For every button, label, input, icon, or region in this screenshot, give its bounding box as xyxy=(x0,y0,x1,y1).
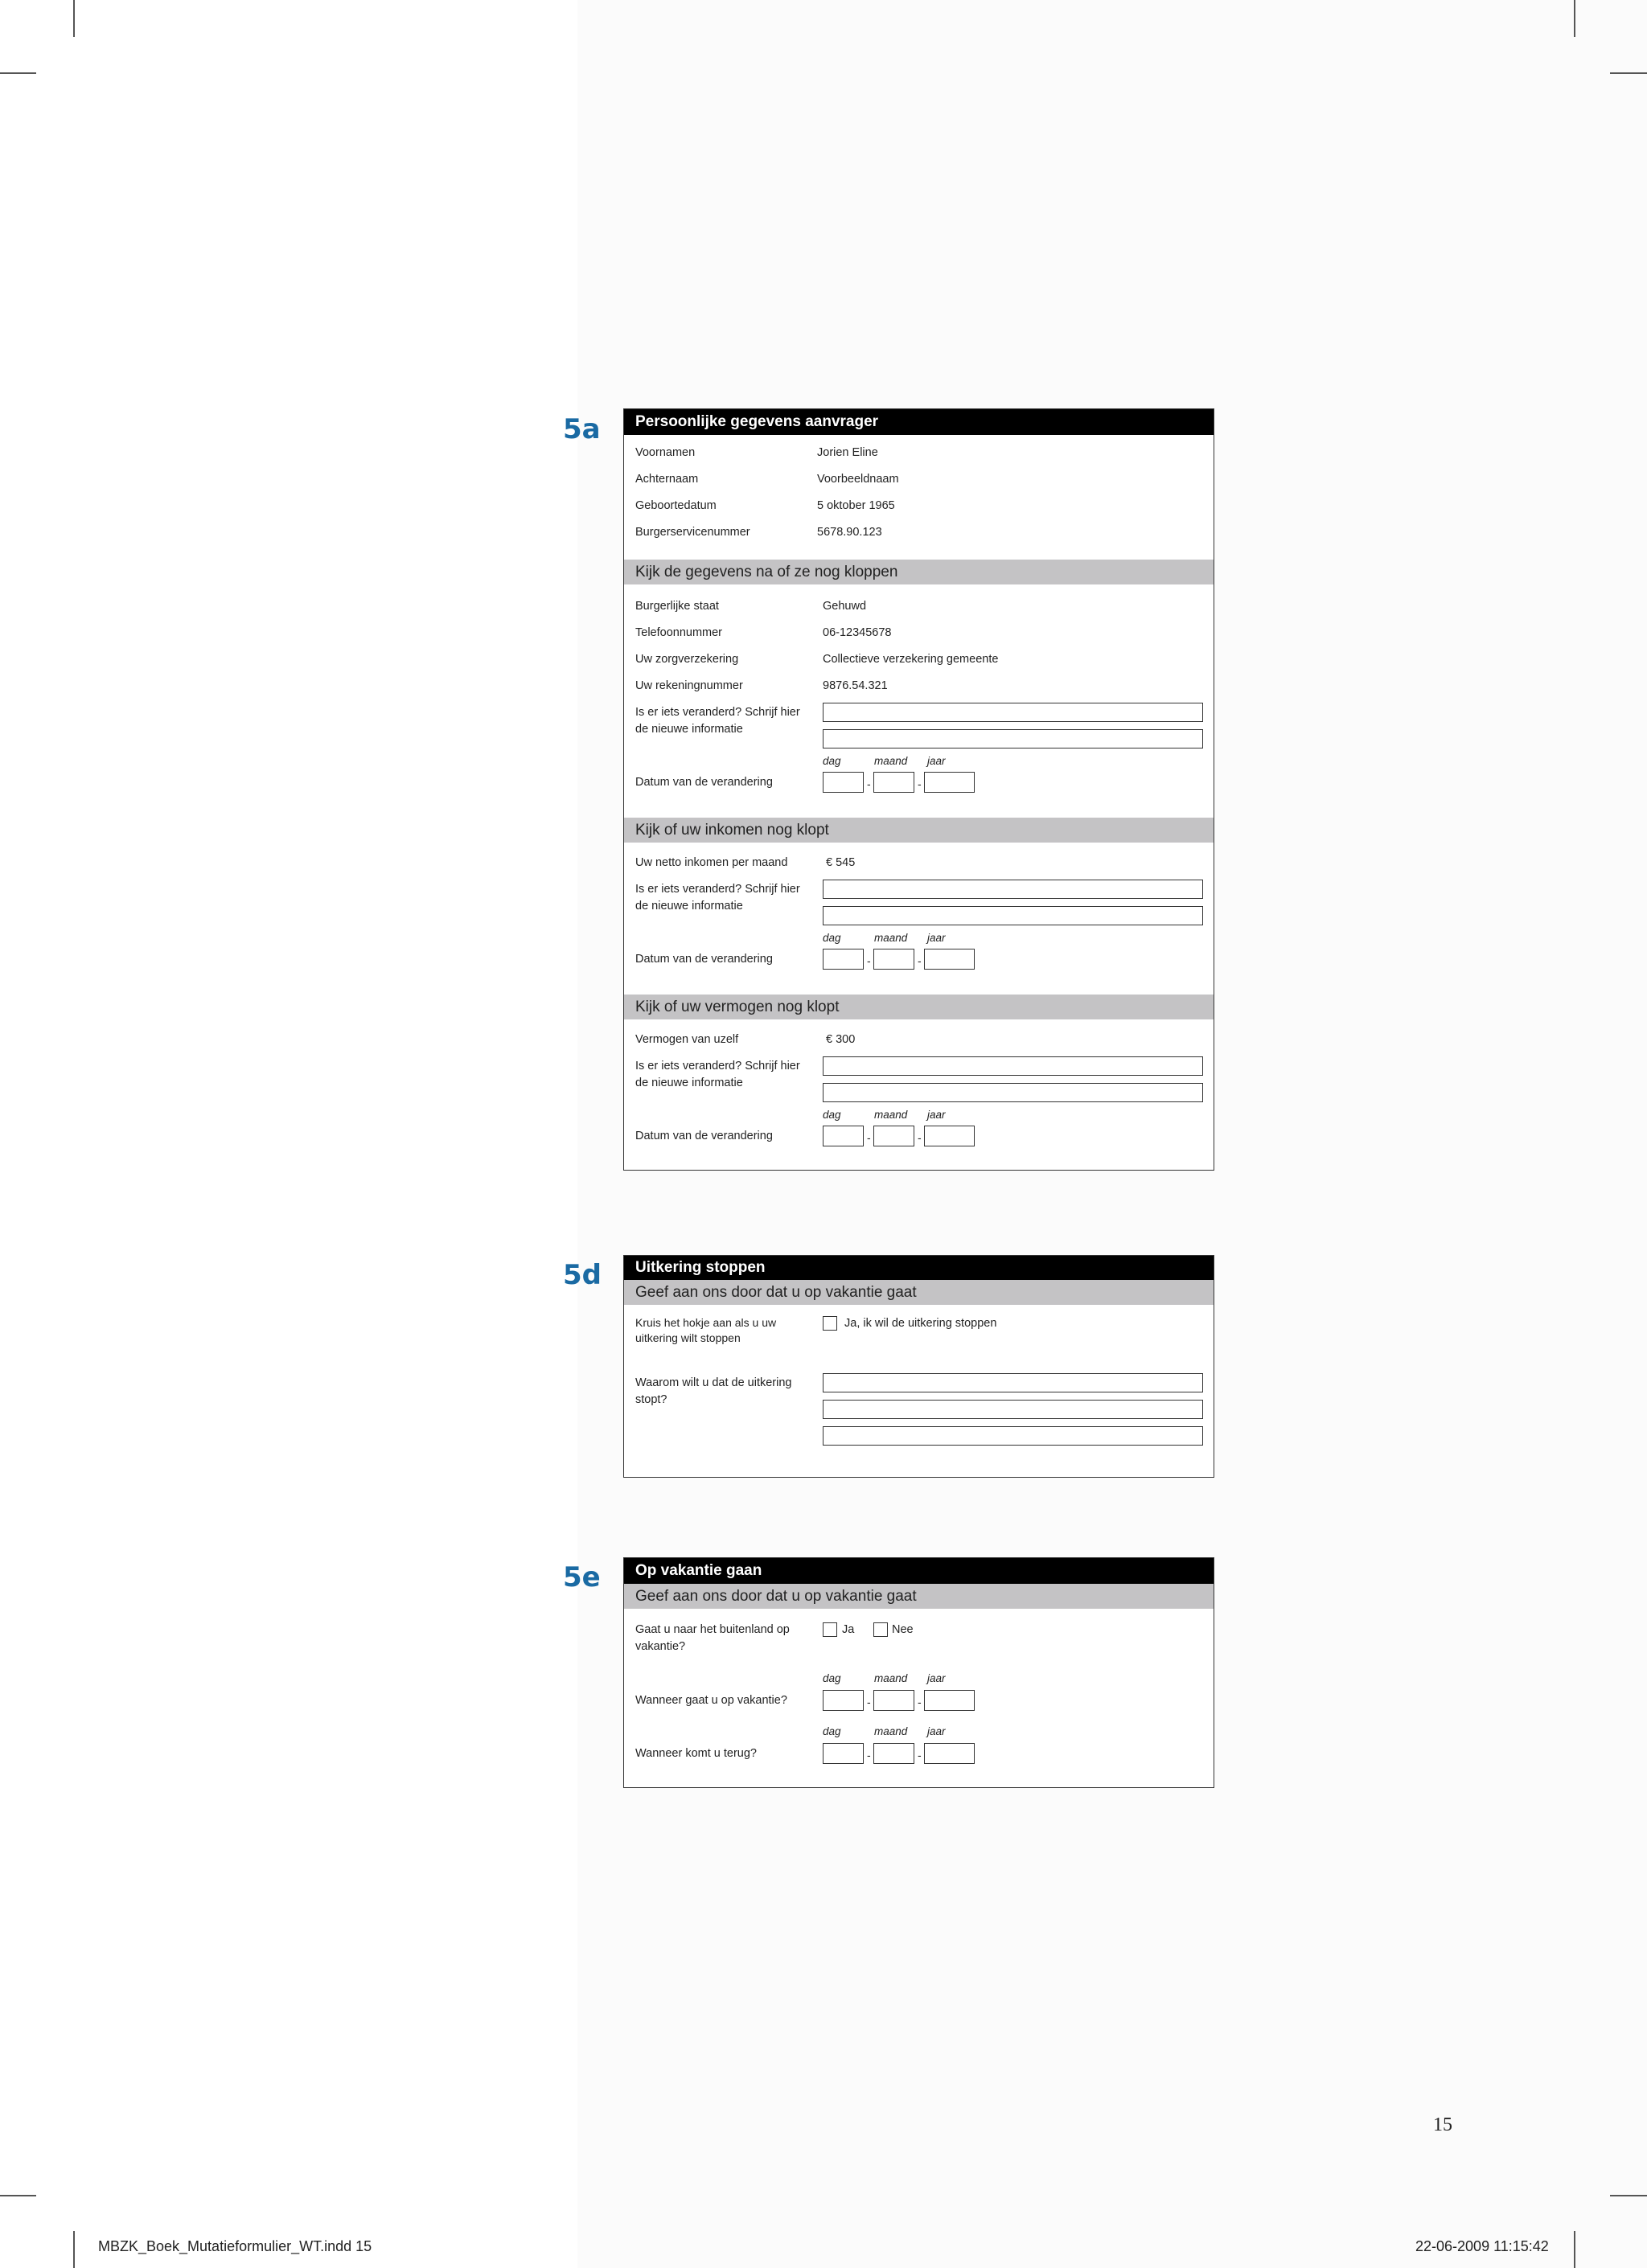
section-number-5e: 5e xyxy=(563,1561,601,1593)
income-change-input-1[interactable] xyxy=(823,880,1203,899)
leave-date-label: Wanneer gaat u op vakantie? xyxy=(635,1694,787,1707)
reason-label-line2: stopt? xyxy=(635,1393,667,1406)
value-geboortedatum: 5 oktober 1965 xyxy=(817,499,895,512)
vacation-rows xyxy=(624,1609,1214,1786)
date-year-input[interactable] xyxy=(924,772,975,793)
label-voornamen: Voornamen xyxy=(635,446,696,459)
label-burgerservicenummer: Burgerservicenummer xyxy=(635,526,750,539)
assets-change-input-2[interactable] xyxy=(823,1083,1203,1102)
label-netto-inkomen: Uw netto inkomen per maand xyxy=(635,856,788,869)
section-number-5a: 5a xyxy=(563,413,601,445)
section-5a-personal-data xyxy=(623,408,1214,1171)
value-burgerlijke-staat: Gehuwd xyxy=(823,600,867,613)
date-separator: - xyxy=(867,1749,871,1761)
footer-filename: MBZK_Boek_Mutatieformulier_WT.indd 15 xyxy=(98,2238,372,2254)
date-year-caption: jaar xyxy=(927,1725,946,1737)
section-5d-subtitle: Geef aan ons door dat u op vakantie gaat xyxy=(624,1280,1214,1305)
leave-day-input[interactable] xyxy=(823,1690,864,1711)
abroad-no-checkbox[interactable] xyxy=(873,1622,888,1637)
date-change-label: Datum van de verandering xyxy=(635,776,773,789)
label-geboortedatum: Geboortedatum xyxy=(635,499,717,512)
value-rekeningnummer: 9876.54.321 xyxy=(823,679,888,692)
date-month-caption: maand xyxy=(874,1672,908,1684)
date-day-input[interactable] xyxy=(823,1126,864,1146)
income-rows xyxy=(624,843,1214,995)
date-day-input[interactable] xyxy=(823,772,864,793)
change-input-1[interactable] xyxy=(823,703,1203,722)
date-separator: - xyxy=(918,1749,922,1761)
section-5e-subtitle: Geef aan ons door dat u op vakantie gaat xyxy=(624,1584,1214,1609)
leave-year-input[interactable] xyxy=(924,1690,975,1711)
personal-rows xyxy=(624,435,1214,560)
change-label-line1: Is er iets veranderd? Schrijf hier xyxy=(635,1060,800,1072)
date-separator: - xyxy=(867,777,871,790)
change-label-line1: Is er iets veranderd? Schrijf hier xyxy=(635,883,800,896)
crop-mark xyxy=(73,2231,75,2268)
abroad-yes-checkbox[interactable] xyxy=(823,1622,837,1637)
check-data-title: Kijk de gegevens na of ze nog kloppen xyxy=(624,560,1214,584)
label-vermogen: Vermogen van uzelf xyxy=(635,1033,739,1046)
footer-timestamp: 22-06-2009 11:15:42 xyxy=(1415,2238,1549,2254)
date-month-caption: maand xyxy=(874,1725,908,1737)
change-label-line2: de nieuwe informatie xyxy=(635,723,743,736)
date-month-input[interactable] xyxy=(873,772,914,793)
change-label-line2: de nieuwe informatie xyxy=(635,900,743,913)
stop-benefit-option: Ja, ik wil de uitkering stoppen xyxy=(844,1317,997,1330)
date-change-label: Datum van de verandering xyxy=(635,1130,773,1142)
income-change-input-2[interactable] xyxy=(823,906,1203,925)
date-separator: - xyxy=(867,1696,871,1708)
crop-mark xyxy=(0,2195,36,2196)
date-separator: - xyxy=(867,1131,871,1144)
date-month-caption: maand xyxy=(874,755,908,767)
stop-benefit-checkbox[interactable] xyxy=(823,1316,837,1331)
date-day-input[interactable] xyxy=(823,949,864,970)
label-telefoonnummer: Telefoonnummer xyxy=(635,626,722,639)
date-year-caption: jaar xyxy=(927,932,946,944)
date-day-caption: dag xyxy=(823,1672,841,1684)
date-year-caption: jaar xyxy=(927,755,946,767)
date-day-caption: dag xyxy=(823,755,841,767)
section-number-5d: 5d xyxy=(563,1259,602,1291)
assets-rows xyxy=(624,1019,1214,1168)
abroad-no-label: Nee xyxy=(892,1623,914,1636)
return-day-input[interactable] xyxy=(823,1743,864,1764)
crop-mark xyxy=(1574,0,1575,37)
date-month-input[interactable] xyxy=(873,1126,914,1146)
reason-input-1[interactable] xyxy=(823,1373,1203,1392)
reason-input-2[interactable] xyxy=(823,1400,1203,1419)
date-day-caption: dag xyxy=(823,1109,841,1121)
value-telefoonnummer: 06-12345678 xyxy=(823,626,892,639)
change-label-line2: de nieuwe informatie xyxy=(635,1077,743,1089)
return-date-label: Wanneer komt u terug? xyxy=(635,1747,757,1760)
assets-title: Kijk of uw vermogen nog klopt xyxy=(624,995,1214,1019)
date-change-label: Datum van de verandering xyxy=(635,953,773,966)
label-rekeningnummer: Uw rekeningnummer xyxy=(635,679,743,692)
stop-benefit-rows xyxy=(624,1305,1214,1474)
section-5d-stop-benefit xyxy=(623,1255,1214,1478)
value-zorgverzekering: Collectieve verzekering gemeente xyxy=(823,653,999,666)
assets-change-input-1[interactable] xyxy=(823,1056,1203,1076)
value-burgerservicenummer: 5678.90.123 xyxy=(817,526,882,539)
value-vermogen: € 300 xyxy=(826,1033,856,1046)
date-separator: - xyxy=(918,954,922,967)
check-label-line2: uitkering wilt stoppen xyxy=(635,1331,741,1344)
reason-label-line1: Waarom wilt u dat de uitkering xyxy=(635,1376,792,1389)
value-achternaam: Voorbeeldnaam xyxy=(817,473,899,486)
return-month-input[interactable] xyxy=(873,1743,914,1764)
check-data-rows xyxy=(624,584,1214,818)
date-separator: - xyxy=(918,1696,922,1708)
return-year-input[interactable] xyxy=(924,1743,975,1764)
crop-mark xyxy=(1610,2195,1647,2196)
section-5e-title: Op vakantie gaan xyxy=(624,1558,1214,1584)
section-5e-vacation xyxy=(623,1557,1214,1788)
label-zorgverzekering: Uw zorgverzekering xyxy=(635,653,739,666)
value-netto-inkomen: € 545 xyxy=(826,856,856,869)
page-number: 15 xyxy=(1433,2114,1452,2135)
label-achternaam: Achternaam xyxy=(635,473,699,486)
date-day-caption: dag xyxy=(823,1725,841,1737)
date-year-caption: jaar xyxy=(927,1672,946,1684)
abroad-label-line1: Gaat u naar het buitenland op xyxy=(635,1623,790,1636)
date-year-input[interactable] xyxy=(924,1126,975,1146)
change-input-2[interactable] xyxy=(823,729,1203,748)
income-title: Kijk of uw inkomen nog klopt xyxy=(624,818,1214,843)
date-year-input[interactable] xyxy=(924,949,975,970)
section-5a-title: Persoonlijke gegevens aanvrager xyxy=(624,409,1214,435)
section-5d-title: Uitkering stoppen xyxy=(624,1256,1214,1280)
date-month-input[interactable] xyxy=(873,949,914,970)
date-separator: - xyxy=(918,1131,922,1144)
date-separator: - xyxy=(918,777,922,790)
crop-mark xyxy=(1574,2231,1575,2268)
check-label-line1: Kruis het hokje aan als u uw xyxy=(635,1316,777,1329)
crop-mark xyxy=(0,72,36,74)
date-day-caption: dag xyxy=(823,932,841,944)
date-month-caption: maand xyxy=(874,932,908,944)
date-separator: - xyxy=(867,954,871,967)
date-month-caption: maand xyxy=(874,1109,908,1121)
crop-mark xyxy=(73,0,75,37)
date-year-caption: jaar xyxy=(927,1109,946,1121)
abroad-label-line2: vakantie? xyxy=(635,1640,686,1653)
crop-mark xyxy=(1610,72,1647,74)
abroad-yes-label: Ja xyxy=(842,1623,855,1636)
change-label-line1: Is er iets veranderd? Schrijf hier xyxy=(635,706,800,719)
reason-input-3[interactable] xyxy=(823,1426,1203,1446)
leave-month-input[interactable] xyxy=(873,1690,914,1711)
value-voornamen: Jorien Eline xyxy=(817,446,878,459)
label-burgerlijke-staat: Burgerlijke staat xyxy=(635,600,719,613)
